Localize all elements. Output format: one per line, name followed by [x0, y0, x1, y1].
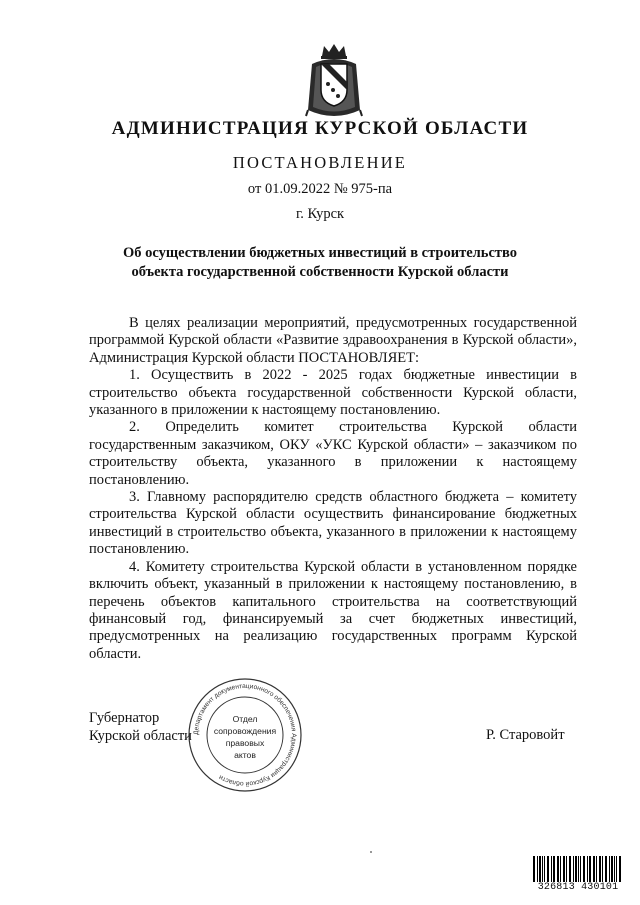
barcode-bar — [547, 856, 549, 882]
document-type: ПОСТАНОВЛЕНИЕ — [232, 153, 408, 172]
document-heading — [100, 244, 540, 282]
barcode-bar — [614, 856, 615, 882]
barcode-bar — [596, 856, 597, 882]
signatory-position-line2: Курской области — [89, 728, 192, 744]
barcode-bar — [539, 856, 541, 882]
barcode-bar — [553, 856, 555, 882]
barcode-bar — [593, 856, 595, 882]
document-date-number: от 01.09.2022 № 975-па — [247, 181, 393, 197]
barcode-bar — [609, 856, 610, 882]
barcode-bar — [605, 856, 607, 882]
barcode-bar — [580, 856, 581, 882]
page-dot — [370, 851, 372, 853]
document-heading-line1: Об осуществлении бюджетных инвестиций в строительство — [123, 245, 517, 261]
paragraph-item-1: 1. Осуществить в 2022 - 2025 годах бюджетные инвестиции в строительство объекта государственной собственности Курской области, указанного в приложении к настоящему постановлению. — [89, 367, 577, 419]
barcode-bar — [560, 856, 561, 882]
barcode-bar — [611, 856, 613, 882]
barcode-icon — [532, 856, 622, 882]
barcode-bar — [563, 856, 565, 882]
barcode-bar — [573, 856, 574, 882]
stamp-line-3: правовых — [225, 738, 265, 748]
stamp-line-1: Отдел — [232, 714, 258, 724]
barcode-number: 326813 430101 — [537, 882, 619, 893]
official-stamp — [186, 676, 304, 794]
barcode-bar — [589, 856, 591, 882]
barcode-bar — [566, 856, 567, 882]
document-heading-line2: объекта государственной собственности Курской области — [131, 264, 509, 280]
barcode-bar — [575, 856, 577, 882]
paragraph-item-2: 2. Определить комитет строительства Курской области государственным заказчиком, ОКУ «УКС Курской области» – заказчиком по строительству объекта, указанного в приложении к настоящему постановлению. — [89, 419, 577, 488]
barcode-bar — [578, 856, 579, 882]
barcode — [532, 856, 624, 896]
organization-title: АДМИНИСТРАЦИЯ КУРСКОЙ ОБЛАСТИ — [111, 118, 529, 139]
coat-of-arms-icon — [300, 42, 368, 120]
signatory-position-line1: Губернатор — [89, 710, 160, 726]
signatory-name: Р. Старовойт — [486, 727, 565, 743]
paragraph-preamble: В целях реализации мероприятий, предусмотренных государственной программой Курской области «Развитие здравоохранения в Курской области», Администрация Курской области ПОСТАНОВЛЯЕТ: — [89, 315, 577, 366]
document-body — [89, 315, 577, 663]
stamp-line-2: сопровождения — [213, 726, 277, 736]
barcode-bar — [616, 856, 617, 882]
barcode-bar — [569, 856, 571, 882]
barcode-bar — [587, 856, 588, 882]
paragraph-item-3: 3. Главному распорядителю средств областного бюджета – комитету строительства Курской области осуществить финансирование бюджетных инвестиций в строительство объекта, указанного в приложении к настоящему постановлению. — [89, 489, 577, 558]
paragraph-item-4: 4. Комитету строительства Курской области в установленном порядке включить объект, указанный в приложении к настоящему постановлению, в перечень объектов капитального строительства на соответствующий финансовый год, финансируемый за счет бюджетных инвестиций, предусмотренных на реализацию государственных программ Курской области. — [89, 558, 577, 662]
barcode-bar — [551, 856, 552, 882]
stamp-line-4: актов — [234, 750, 256, 760]
barcode-bar — [557, 856, 559, 882]
barcode-bar — [542, 856, 543, 882]
barcode-bar — [583, 856, 585, 882]
barcode-bar — [602, 856, 603, 882]
barcode-bar — [537, 856, 538, 882]
stamp-ring-text: Департамент документационного обеспечения Администрации Курской области — [192, 682, 298, 788]
barcode-bar — [533, 856, 535, 882]
barcode-bar — [619, 856, 621, 882]
barcode-bar — [544, 856, 545, 882]
document-city: г. Курск — [295, 206, 345, 222]
signatory-position — [89, 709, 192, 745]
barcode-bar — [599, 856, 601, 882]
